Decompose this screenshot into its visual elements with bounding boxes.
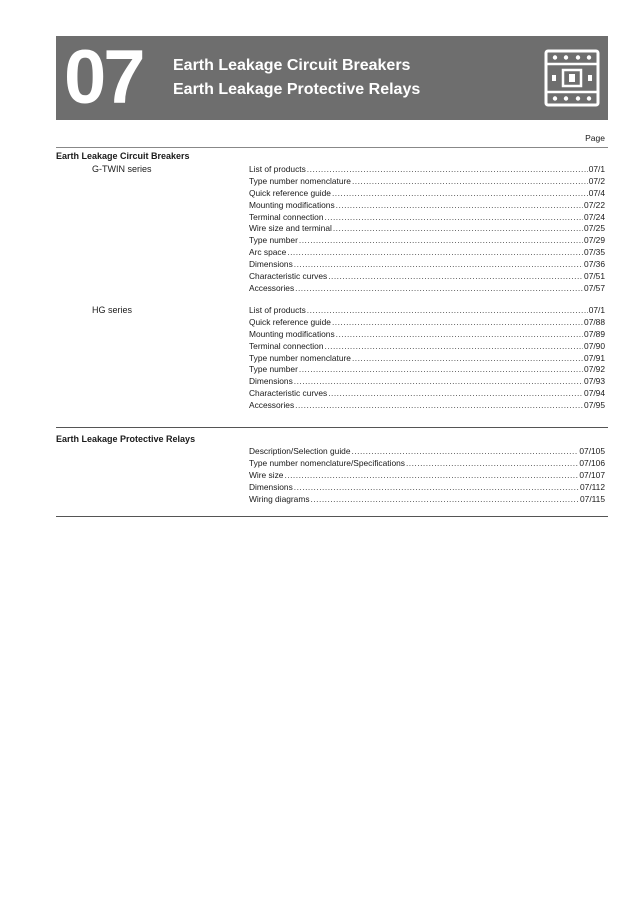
toc-entry[interactable] <box>249 235 605 247</box>
toc-entry-list <box>249 305 605 412</box>
toc-entry-label: Type number nomenclature <box>249 352 351 363</box>
toc-entry-label: Type number nomenclature/Specifications <box>249 457 405 468</box>
section-title: Earth Leakage Circuit Breakers <box>56 151 190 161</box>
toc-entry-label: Accessories <box>249 400 295 411</box>
leader-dots <box>352 353 583 365</box>
toc-entry-page: 07/115 <box>580 493 605 504</box>
leader-dots <box>332 188 588 200</box>
toc-entry-page: 07/36 <box>584 259 605 270</box>
toc-entry-page: 07/57 <box>584 282 605 293</box>
toc-entry-label: Mounting modifications <box>249 328 335 339</box>
leader-dots <box>295 400 583 412</box>
toc-entry[interactable] <box>249 341 605 353</box>
toc-entry-page: 07/112 <box>580 481 605 492</box>
toc-entry-page: 07/89 <box>584 328 605 339</box>
chapter-title-line1: Earth Leakage Circuit Breakers <box>173 57 411 74</box>
series-name: G-TWIN series <box>92 164 152 174</box>
toc-entry-label: Terminal connection <box>249 340 324 351</box>
toc-entry[interactable] <box>249 259 605 271</box>
toc-entry-label: Arc space <box>249 247 287 258</box>
toc-entry[interactable] <box>249 176 605 188</box>
toc-entry-page: 07/92 <box>584 364 605 375</box>
leader-dots <box>324 212 583 224</box>
series-name: HG series <box>92 305 133 315</box>
toc-entry-page: 07/105 <box>579 446 605 456</box>
toc-entry-label: Type number <box>249 364 298 375</box>
toc-entry-label: Mounting modifications <box>249 199 335 210</box>
leader-dots <box>336 329 583 341</box>
leader-dots <box>307 164 588 176</box>
toc-entry[interactable] <box>249 305 605 317</box>
toc-entry-label: List of products <box>249 305 306 315</box>
toc-entry[interactable] <box>249 271 605 283</box>
leader-dots <box>324 341 583 353</box>
leader-dots <box>307 305 588 317</box>
toc-entry-label: Characteristic curves <box>249 271 328 282</box>
toc-entry-page: 07/1 <box>588 164 605 174</box>
divider <box>56 516 608 517</box>
toc-entry-label: Description/Selection guide <box>249 446 351 456</box>
toc-entry-page: 07/91 <box>584 352 605 363</box>
toc-entry-page: 07/22 <box>584 199 605 210</box>
breaker-module-icon <box>544 49 600 107</box>
toc-entry-page: 07/35 <box>584 247 605 258</box>
toc-entry-page: 07/106 <box>579 457 605 468</box>
leader-dots <box>352 176 588 188</box>
toc-entry[interactable] <box>249 200 605 212</box>
toc-entry[interactable] <box>249 247 605 259</box>
toc-entry-list <box>249 164 605 295</box>
leader-dots <box>332 317 583 329</box>
toc-entry-label: Quick reference guide <box>249 187 331 198</box>
toc-entry[interactable] <box>249 353 605 365</box>
toc-entry[interactable] <box>249 164 605 176</box>
toc-entry-label: Characteristic curves <box>249 388 328 399</box>
toc-entry-label: Quick reference guide <box>249 316 331 327</box>
toc-entry-label: Wire size and terminal <box>249 223 332 234</box>
leader-dots <box>299 364 583 376</box>
leader-dots <box>287 247 583 259</box>
toc-entry-label: Dimensions <box>249 259 293 270</box>
toc-entry[interactable] <box>249 376 605 388</box>
toc-entry[interactable] <box>249 482 605 494</box>
toc-entry[interactable] <box>249 317 605 329</box>
toc-entry[interactable] <box>249 364 605 376</box>
toc-entry-label: Type number <box>249 235 298 246</box>
toc-entry-page: 07/51 <box>584 271 605 282</box>
toc-entry-page: 07/24 <box>584 211 605 222</box>
toc-entry-page: 07/1 <box>588 305 605 315</box>
chapter-header <box>56 36 608 120</box>
toc-entry[interactable] <box>249 188 605 200</box>
toc-entry-label: Wiring diagrams <box>249 493 310 504</box>
toc-entry[interactable] <box>249 446 605 458</box>
leader-dots <box>406 458 578 470</box>
toc-entry-page: 07/93 <box>584 376 605 387</box>
toc-entry-label: List of products <box>249 164 306 174</box>
leader-dots <box>294 482 579 494</box>
leader-dots <box>311 494 579 506</box>
toc-entry[interactable] <box>249 283 605 295</box>
toc-entry-page: 07/88 <box>584 316 605 327</box>
leader-dots <box>294 259 583 271</box>
toc-entry-list <box>249 446 605 505</box>
toc-entry-page: 07/90 <box>584 340 605 351</box>
page-column-label: Page <box>585 133 605 143</box>
toc-entry-label: Type number nomenclature <box>249 175 351 186</box>
leader-dots <box>294 376 583 388</box>
toc-entry[interactable] <box>249 212 605 224</box>
chapter-title-line2: Earth Leakage Protective Relays <box>173 81 421 98</box>
toc-entry-page: 07/29 <box>584 235 605 246</box>
chapter-titles <box>173 54 420 102</box>
toc-entry[interactable] <box>249 388 605 400</box>
toc-entry-label: Wire size <box>249 469 284 480</box>
divider <box>56 427 608 428</box>
leader-dots <box>328 271 583 283</box>
divider <box>56 147 608 148</box>
leader-dots <box>295 283 583 295</box>
toc-entry[interactable] <box>249 329 605 341</box>
toc-entry-page: 07/4 <box>588 187 605 198</box>
leader-dots <box>352 446 579 458</box>
toc-entry[interactable] <box>249 494 605 506</box>
toc-entry[interactable] <box>249 458 605 470</box>
leader-dots <box>299 235 583 247</box>
toc-entry[interactable] <box>249 400 605 412</box>
section-title: Earth Leakage Protective Relays <box>56 434 196 444</box>
toc-entry-page: 07/107 <box>579 469 605 480</box>
toc-entry-page: 07/94 <box>584 388 605 399</box>
toc-entry-label: Accessories <box>249 282 295 293</box>
chapter-number: 07 <box>64 35 143 120</box>
toc-entry-label: Terminal connection <box>249 211 324 222</box>
toc-entry[interactable] <box>249 223 605 235</box>
toc-entry-label: Dimensions <box>249 376 293 387</box>
leader-dots <box>328 388 583 400</box>
toc-entry-label: Dimensions <box>249 481 293 492</box>
leader-dots <box>336 200 583 212</box>
leader-dots <box>333 223 583 235</box>
leader-dots <box>284 470 578 482</box>
toc-entry-page: 07/95 <box>584 400 605 411</box>
toc-entry[interactable] <box>249 470 605 482</box>
toc-entry-page: 07/25 <box>584 223 605 234</box>
toc-entry-page: 07/2 <box>588 175 605 186</box>
